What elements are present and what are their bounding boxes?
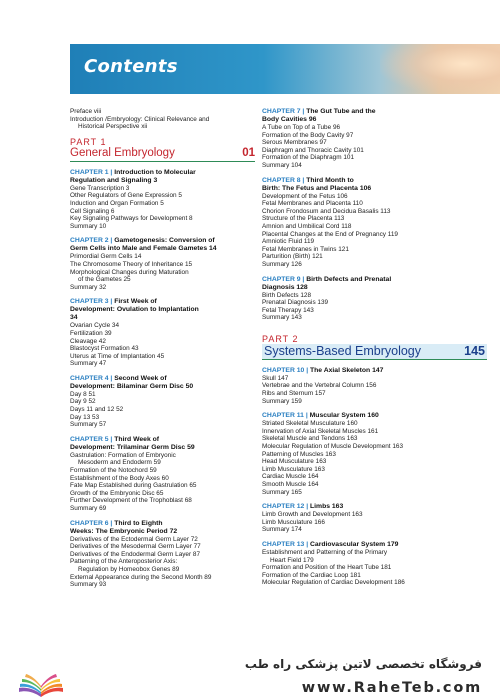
chapter-heading[interactable] [70,298,255,306]
front-matter-entry[interactable]: Preface viii [70,108,102,115]
chapter-number: CHAPTER 11 [262,412,304,420]
toc-entry[interactable]: Ovarian Cycle 34 [70,322,120,330]
toc-entry[interactable]: of the Gametes 25 [78,276,131,284]
toc-entry[interactable]: Formation of the Notochord 59 [70,467,157,475]
part-1-header [70,137,255,162]
chapter-heading[interactable] [70,375,255,383]
toc-entry[interactable]: Summary 159 [262,397,302,405]
toc-entry[interactable]: Summary 69 [70,505,107,512]
chapter-separator: | [108,237,115,245]
toc-entry[interactable]: Summary 32 [70,283,107,291]
toc-entry[interactable]: Summary 143 [262,314,302,322]
chapter-separator: | [300,275,307,283]
toc-entry[interactable]: Development of the Fetus 106 [262,192,348,200]
part-2-title: Systems-Based Embryology [264,343,422,358]
chapter-heading[interactable] [262,116,487,124]
toc-entry[interactable]: Patterning of the Anteroposterior Axis: [70,558,178,566]
chapter-title: Development: Bilaminar Germ Disc 50 [70,382,194,390]
chapter-block [262,108,487,170]
toc-entry[interactable]: Summary 10 [70,222,107,230]
part-1-number: 01 [242,146,255,159]
chapter-block [262,496,487,534]
toc-entry[interactable]: Gastrulation: Formation of Embryonic [70,451,176,459]
chapter-number: CHAPTER 7 [262,108,301,115]
chapter-separator: | [304,366,310,374]
toc-entry[interactable]: Summary 57 [70,421,107,429]
right-chapter-list-a [262,108,487,322]
chapter-title: Diagnosis 128 [262,283,308,291]
part-2-number: 145 [464,343,485,358]
toc-entry[interactable]: Fetal Membranes and Placenta 110 [262,200,363,208]
chapter-number: CHAPTER 4 [70,374,109,382]
chapter-title: Regulation and Signaling 3 [70,176,158,184]
chapter-heading[interactable] [70,306,255,314]
toc-entry[interactable]: Blastocyst Formation 43 [70,345,139,353]
book-logo-icon [18,668,64,698]
toc-entry[interactable]: Cleavage 42 [70,337,106,345]
chapter-heading[interactable] [262,276,487,284]
toc-entry[interactable]: Morphological Changes during Maturation [70,268,189,276]
toc-entry[interactable]: Summary 47 [70,360,107,368]
toc-entry[interactable]: Day 9 52 [70,398,96,406]
toc-entry[interactable]: Derivatives of the Endodermal Germ Layer 87 [70,550,201,558]
chapter-number: CHAPTER 12 [262,503,305,511]
toc-entry[interactable]: Growth of the Embryonic Disc 65 [70,489,164,497]
banner-photo [380,44,500,94]
chapter-number: CHAPTER 3 [70,298,109,306]
toc-entry[interactable]: Serous Membranes 97 [262,139,327,147]
toc-entry[interactable]: Regulation by Homeobox Genes 89 [78,565,180,573]
chapter-title: Development: Ovulation to Implantation [70,306,199,314]
part-1-title: General Embryology [70,146,175,159]
chapter-number: CHAPTER 13 [262,540,305,548]
part-1-title-row [70,147,255,162]
chapter-separator: | [304,503,310,511]
toc-entry[interactable]: Formation of the Body Cavity 97 [262,131,354,139]
chapter-heading[interactable] [262,367,487,375]
toc-entry[interactable]: Summary 165 [262,488,302,496]
spacer [70,230,255,237]
toc-entry[interactable]: Striated Skeletal Musculature 160 [262,420,358,428]
spacer [262,496,487,503]
toc-entry[interactable]: Skull 147 [262,374,289,382]
chapter-block [262,269,487,322]
contents-banner [70,44,500,94]
chapter-block [70,162,255,231]
chapter-number: CHAPTER 6 [70,519,109,527]
toc-entry[interactable]: A Tube on Top of a Tube 96 [262,124,341,131]
toc-entry[interactable]: Other Regulators of Gene Expression 5 [70,192,182,200]
toc-entry[interactable]: Establishment of the Body Axes 60 [70,474,169,482]
toc-entry[interactable]: Day 13 53 [70,413,100,421]
chapter-separator: | [300,108,307,115]
part-1-label: PART 1 [70,136,107,147]
toc-entry[interactable]: Amnion and Umbilical Cord 118 [262,222,352,230]
toc-entry[interactable]: Summary 174 [262,526,302,534]
chapter-block [70,291,255,368]
chapter-number: CHAPTER 2 [70,237,109,245]
spacer [70,368,255,375]
chapter-title: Birth Defects and Prenatal [306,275,392,283]
toc-entry[interactable]: Induction and Organ Formation 5 [70,199,164,207]
chapter-title: Introduction to Molecular [114,168,196,176]
chapter-heading[interactable] [70,520,255,528]
left-column [70,108,255,589]
toc-entry[interactable]: Amniotic Fluid 119 [262,238,315,246]
chapter-title: Third to Eighth [114,519,163,527]
toc-entry[interactable]: Formation of the Cardiac Loop 181 [262,571,361,579]
toc-entry[interactable]: Parturition (Birth) 121 [262,253,323,261]
toc-entry[interactable]: Molecular Regulation of Muscle Development 163 [262,443,404,451]
chapter-heading[interactable] [262,185,487,193]
chapter-heading[interactable] [70,436,255,444]
chapter-number: CHAPTER 10 [262,366,305,374]
chapter-heading[interactable] [70,314,255,322]
chapter-heading[interactable] [70,383,255,391]
part-2-header [262,334,487,360]
toc-entry[interactable]: Birth Defects 128 [262,291,312,299]
toc-entry[interactable]: Smooth Muscle 164 [262,481,319,488]
toc-entry[interactable]: Molecular Regulation of Cardiac Development 186 [262,579,405,587]
website-link[interactable]: www.RaheTeb.com [301,680,482,696]
toc-entry[interactable]: Prenatal Diagnosis 139 [262,299,329,307]
right-column [262,108,487,587]
chapter-title: 34 [70,314,78,322]
chapter-heading[interactable] [262,541,487,549]
toc-entry[interactable]: Further Development of the Trophoblast 68 [70,497,192,505]
chapter-separator: | [108,435,115,443]
chapter-block [262,360,487,405]
spacer [70,162,255,169]
chapter-title: The Gut Tube and the [306,108,376,115]
toc-entry[interactable]: Formation of the Diaphragm 101 [262,154,355,162]
front-matter [70,108,255,131]
toc-entry[interactable]: External Appearance during the Second Month 89 [70,573,212,581]
chapter-block [70,513,255,589]
toc-entry[interactable]: Placental Changes at the End of Pregnancy 119 [262,230,398,238]
toc-entry[interactable]: Head Musculature 163 [262,458,327,466]
chapter-title: Birth: The Fetus and Placenta 106 [262,184,372,192]
chapter-heading[interactable] [70,169,255,177]
chapter-title: Muscular System 160 [309,412,379,420]
right-chapter-list-b [262,360,487,587]
chapter-title: Development: Trilaminar Germ Disc 59 [70,443,195,451]
chapter-heading[interactable] [262,108,487,116]
chapter-title: First Week of [114,298,157,306]
chapter-title: Third Month to [306,176,354,184]
chapter-title: The Axial Skeleton 147 [310,366,384,374]
chapter-block [262,534,487,587]
chapter-block [70,230,255,291]
toc-entry[interactable]: Fetal Therapy 143 [262,306,314,314]
chapter-heading[interactable] [262,503,487,511]
chapter-heading[interactable] [70,177,255,185]
chapter-heading[interactable] [70,237,255,245]
toc-entry[interactable]: Limb Growth and Development 163 [262,511,363,519]
toc-entry[interactable]: Mesoderm and Endoderm 59 [78,459,161,467]
toc-entry[interactable]: Structure of the Placenta 113 [262,215,345,223]
chapter-separator: | [108,298,115,306]
toc-entry[interactable]: Primordial Germ Cells 14 [70,253,142,261]
store-name-persian: فروشگاه تخصصی لاتین پزشکی راه طب [244,657,482,671]
toc-entry[interactable]: Heart Field 179 [270,556,314,564]
toc-entry[interactable]: The Chromosome Theory of Inheritance 15 [70,260,193,268]
spacer [70,429,255,436]
toc-entry[interactable]: Chorion Frondosum and Decidua Basalis 113 [262,207,391,215]
chapter-block [70,368,255,429]
chapter-block [70,429,255,513]
toc-entry[interactable]: Summary 93 [70,581,107,589]
spacer [262,534,487,541]
spacer [262,360,487,367]
left-chapter-list [70,162,255,589]
toc-entry[interactable]: Cell Signaling 6 [70,207,115,215]
chapter-heading[interactable] [262,412,487,420]
toc-entry[interactable]: Fertilization 39 [70,329,112,337]
toc-entry[interactable]: Patterning of Muscles 163 [262,450,336,458]
chapter-block [262,405,487,496]
toc-entry[interactable]: Cardiac Muscle 164 [262,473,319,481]
chapter-title: Limbs 163 [310,503,344,511]
chapter-separator: | [303,412,310,420]
toc-entry[interactable]: Establishment and Patterning of the Primary [262,548,388,556]
toc-entry[interactable]: Derivatives of the Ectodermal Germ Layer 72 [70,535,198,543]
toc-entry[interactable]: Gene Transcription 3 [70,184,130,192]
toc-entry[interactable]: Vertebrae and the Vertebral Column 156 [262,382,377,390]
toc-entry[interactable]: Key Signaling Pathways for Development 8 [70,215,193,223]
toc-entry[interactable]: Days 11 and 12 52 [70,406,124,414]
spacer [70,291,255,298]
toc-entry[interactable]: Day 8 51 [70,390,96,398]
chapter-separator: | [300,176,307,184]
chapter-number: CHAPTER 8 [262,176,301,184]
toc-entry[interactable]: Fate Map Established during Gastrulation 65 [70,482,197,490]
toc-entry[interactable]: Innervation of Axial Skeletal Muscles 161 [262,427,379,435]
chapter-title: Gametogenesis: Conversion of [114,237,215,245]
toc-entry[interactable]: Diaphragm and Thoracic Cavity 101 [262,146,364,154]
spacer [70,513,255,520]
front-matter-entry[interactable]: Historical Perspective xii [78,123,148,131]
spacer [262,405,487,412]
chapter-title: Cardiovascular System 179 [310,540,399,548]
chapter-separator: | [304,540,310,548]
chapter-number: CHAPTER 5 [70,435,109,443]
chapter-title: Third Week of [114,435,160,443]
chapter-heading[interactable] [70,528,255,536]
front-matter-entry[interactable]: Introduction /Embryology: Clinical Relevance and [70,115,210,123]
chapter-block [262,170,487,269]
chapter-heading[interactable] [70,444,255,452]
chapter-separator: | [108,168,115,176]
chapter-title: Germ Cells into Male and Female Gametes 14 [70,245,217,253]
toc-entry[interactable]: Summary 126 [262,260,302,268]
chapter-heading[interactable] [262,177,487,185]
chapter-number: CHAPTER 9 [262,275,301,283]
toc-entry[interactable]: Fetal Membranes in Twins 121 [262,245,349,253]
part-2-title-row [262,344,487,360]
chapter-separator: | [108,519,115,527]
toc-entry[interactable]: Derivatives of the Mesodermal Germ Layer 77 [70,543,201,551]
chapter-number: CHAPTER 1 [70,168,109,176]
toc-entry[interactable]: Formation and Position of the Heart Tube 181 [262,564,392,572]
chapter-heading[interactable] [262,284,487,292]
part-2-label: PART 2 [262,333,299,344]
toc-entry[interactable]: Summary 104 [262,161,302,169]
spacer [262,269,487,276]
chapter-heading[interactable] [70,245,255,253]
spacer [262,170,487,177]
chapter-title: Body Cavities 96 [262,116,317,123]
toc-entry[interactable]: Limb Musculature 166 [262,518,325,526]
toc-entry[interactable]: Limb Musculature 163 [262,465,325,473]
chapter-title: Weeks: The Embryonic Period 72 [70,527,178,535]
chapter-separator: | [108,374,115,382]
toc-entry[interactable]: Uterus at Time of Implantation 45 [70,352,165,360]
toc-entry[interactable]: Skeletal Muscle and Tendons 163 [262,435,358,443]
page-title: Contents [84,56,178,77]
toc-entry[interactable]: Ribs and Sternum 157 [262,390,326,398]
chapter-title: Second Week of [114,374,167,382]
